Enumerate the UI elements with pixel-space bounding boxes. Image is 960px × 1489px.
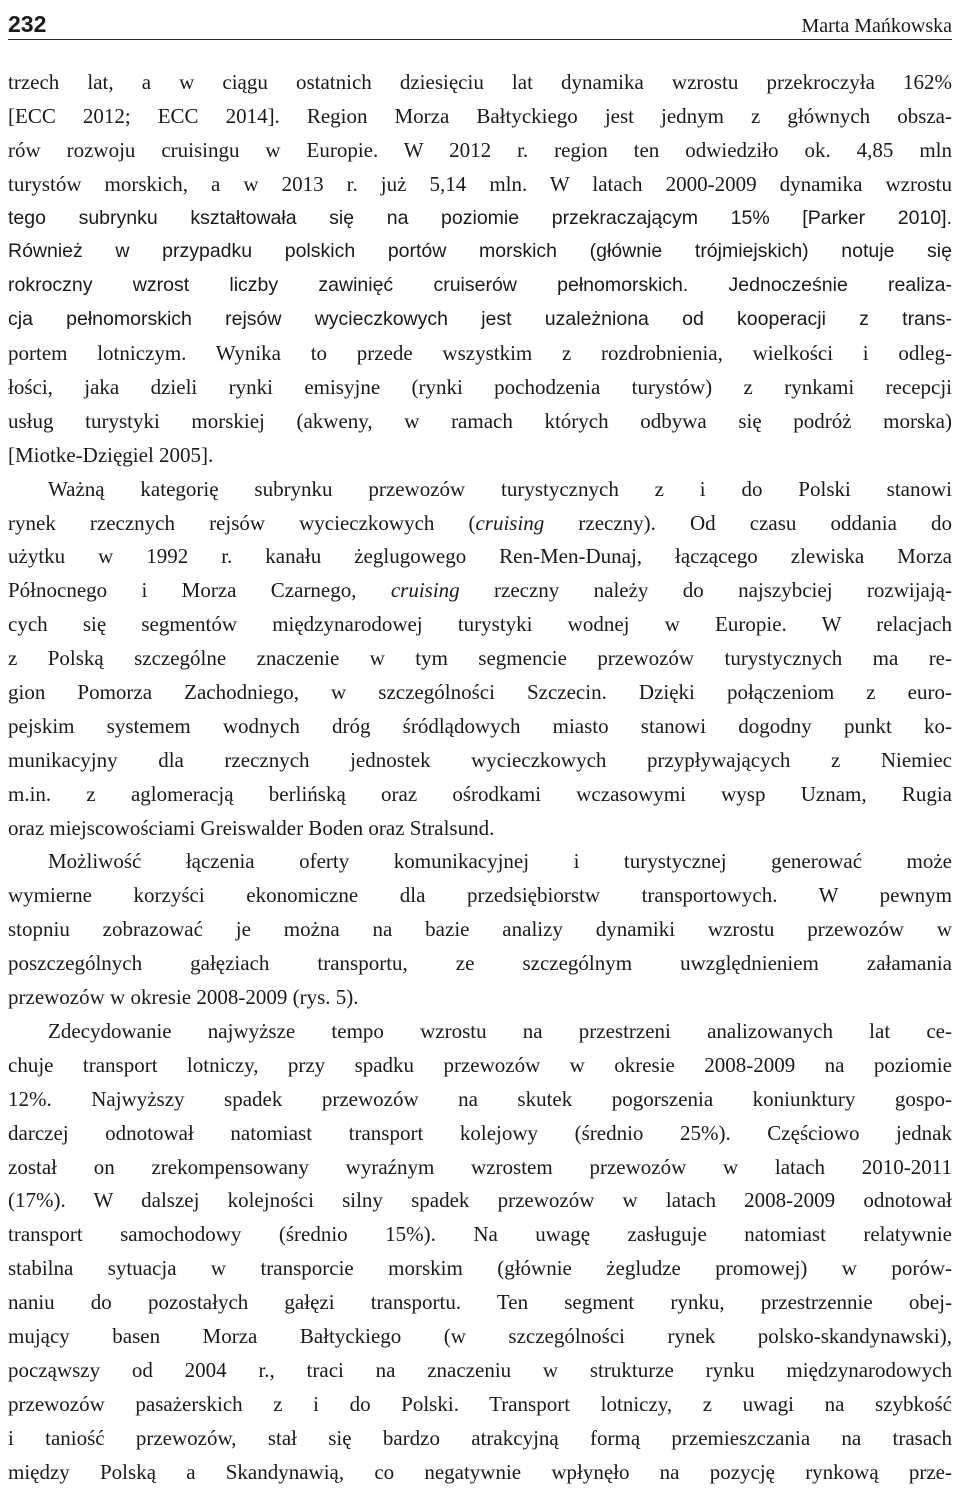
text-segment: Północnego i Morza Czarnego, (8, 578, 391, 603)
text-line: rów rozwoju cruisingu w Europie. W 2012 r. region ten odwiedziło ok. 4,85 mln (8, 137, 952, 162)
text-line: przewozów pasażerskich z i do Polski. Transport lotniczy, z uwagi na szybkość (8, 1391, 952, 1416)
text-line: użytku w 1992 r. kanału żeglugowego Ren-Men-Dunaj, łączącego zlewiska Morza (8, 544, 952, 569)
text-line: 12%. Najwyższy spadek przewozów na skutek pogorszenia koniunktury gospo- (8, 1086, 952, 1111)
text-line: poszczególnych gałęziach transportu, ze szczególnym uwzględnieniem załamania (8, 951, 952, 976)
text-line: pejskim systemem wodnych dróg śródlądowych miasto stanowi dogodny punkt ko- (8, 713, 952, 738)
text-line: Zdecydowanie najwyższe tempo wzrostu na przestrzeni analizowanych lat ce- (48, 1018, 952, 1043)
running-head-author: Marta Mańkowska (801, 15, 952, 37)
text-line: trzech lat, a w ciągu ostatnich dziesięciu lat dynamika wzrostu przekroczyła 162% (8, 70, 952, 94)
text-line: oraz miejscowościami Greiswalder Boden oraz Stralsund. (8, 815, 495, 840)
text-line: łości, jaka dzieli rynki emisyjne (rynki pochodzenia turystów) z rynkami recepcji (8, 375, 952, 400)
text-line: mujący basen Morza Bałtyckiego (w szczególności rynek polsko-skandynawski), (8, 1323, 952, 1348)
text-line: między Polską a Skandynawią, co negatywnie wpłynęło na pozycję rynkową prze- (8, 1459, 952, 1484)
text-segment: rzeczny). Od czasu oddania do (544, 510, 952, 535)
text-line: naniu do pozostałych gałęzi transportu. Ten segment rynku, przestrzennie obej- (8, 1290, 952, 1315)
text-line: Ważną kategorię subrynku przewozów turystycznych z i do Polski stanowi (48, 476, 952, 501)
text-line: Również w przypadku polskich portów morskich (głównie trójmiejskich) notuje się (8, 240, 952, 263)
italic-term: cruising (390, 578, 460, 603)
text-line: chuje transport lotniczy, przy spadku przewozów w okresie 2008-2009 na poziomie (8, 1052, 952, 1077)
text-line: (17%). W dalszej kolejności silny spadek przewozów w latach 2008-2009 odnotował (8, 1188, 952, 1213)
text-line: usług turystyki morskiej (akweny, w ramach których odbywa się podróż morska) (8, 408, 952, 433)
text-line: stopniu zobrazować je można na bazie analizy dynamiki wzrostu przewozów w (8, 917, 952, 942)
text-line: został on zrekompensowany wyraźnym wzrostem przewozów w latach 2010-2011 (8, 1154, 952, 1179)
text-line: począwszy od 2004 r., traci na znaczeniu w strukturze rynku międzynarodowych (8, 1357, 952, 1382)
page-number: 232 (8, 11, 47, 37)
text-line-mixed (8, 507, 952, 541)
text-line: m.in. z aglomeracją berlińską oraz ośrodkami wczasowymi wysp Uznam, Rugia (8, 781, 952, 806)
text-line: tego subrynku kształtowała się na poziomie przekraczającym 15% [Parker 2010]. (8, 206, 952, 229)
text-line: turystów morskich, a w 2013 r. już 5,14 mln. W latach 2000-2009 dynamika wzrostu (8, 171, 952, 196)
text-line: [ECC 2012; ECC 2014]. Region Morza Bałtyckiego jest jednym z głównych obsza- (8, 103, 952, 128)
text-line-mixed (8, 574, 952, 608)
text-line: z Polską szczególne znaczenie w tym segmencie przewozów turystycznych ma re- (8, 646, 952, 671)
text-segment: rzeczny należy do najszybciej rozwijają- (459, 578, 952, 603)
text-line: i taniość przewozów, stał się bardzo atrakcyjną formą przemieszczania na trasach (8, 1425, 952, 1450)
text-line: munikacyjny dla rzecznych jednostek wycieczkowych przypływających z Niemiec (8, 747, 952, 772)
text-line: cja pełnomorskich rejsów wycieczkowych jest uzależniona od kooperacji z trans- (8, 308, 952, 331)
page-header (8, 0, 952, 40)
text-line: przewozów w okresie 2008-2009 (rys. 5). (8, 985, 359, 1010)
text-line: cych się segmentów międzynarodowej turystyki wodnej w Europie. W relacjach (8, 612, 952, 637)
text-line: [Miotke-Dzięgiel 2005]. (8, 442, 214, 467)
text-line: portem lotniczym. Wynika to przede wszystkim z rozdrobnienia, wielkości i odleg- (8, 341, 952, 366)
text-line: Możliwość łączenia oferty komunikacyjnej i turystycznej generować może (48, 849, 952, 874)
italic-term: cruising (475, 510, 545, 535)
body-text (8, 66, 952, 1489)
text-line: transport samochodowy (średnio 15%). Na uwagę zasługuje natomiast relatywnie (8, 1222, 952, 1247)
text-line: stabilna sytuacja w transporcie morskim (głównie żegludze promowej) w porów- (8, 1256, 952, 1281)
text-segment: rynek rzecznych rejsów wycieczkowych ( (8, 510, 476, 535)
text-line: darczej odnotował natomiast transport kolejowy (średnio 25%). Częściowo jednak (8, 1120, 952, 1145)
text-line: gion Pomorza Zachodniego, w szczególności Szczecin. Dzięki połączeniom z euro- (8, 680, 952, 705)
text-line: wymierne korzyści ekonomiczne dla przedsiębiorstw transportowych. W pewnym (8, 883, 952, 908)
text-line: rokroczny wzrost liczby zawinięć cruiserów pełnomorskich. Jednocześnie realiza- (8, 274, 952, 297)
